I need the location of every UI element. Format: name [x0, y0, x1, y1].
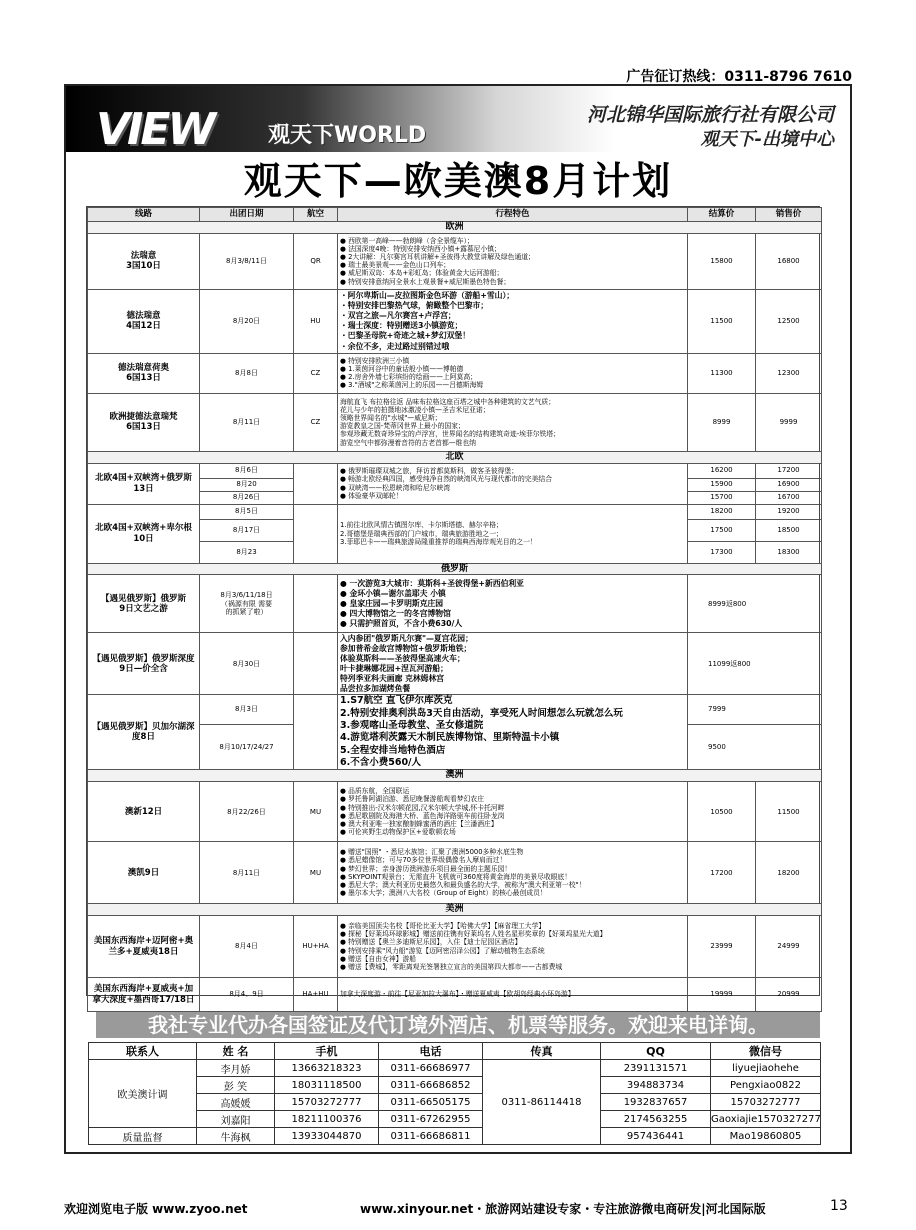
contact-phone: 0311-66686852 — [379, 1077, 483, 1094]
dept: 欧美澳计调 — [89, 1060, 197, 1128]
section-nordic: 北欧 — [88, 451, 822, 463]
date: 8月5日 — [200, 504, 294, 519]
route: 美国东西海岸+迈阿密+奥兰多+夏威夷18日 — [88, 916, 200, 978]
airline — [294, 695, 338, 770]
col-route: 线路 — [88, 208, 200, 222]
sale-price: 24999 — [756, 916, 822, 978]
sale-price: 18200 — [756, 842, 822, 904]
itinerary-table — [87, 207, 822, 1012]
col-mobile: 手机 — [275, 1043, 379, 1060]
table-header — [88, 208, 822, 222]
view-logo: VIEW — [96, 104, 214, 155]
contact-wechat: Mao19860805 — [711, 1128, 821, 1145]
settle-price: 17300 — [688, 541, 756, 563]
contact-name: 刘嘉阳 — [197, 1111, 275, 1128]
contact-phone: 0311-66686811 — [379, 1128, 483, 1145]
date: 8月4、9日 — [200, 978, 294, 1012]
contact-wechat: liyuejiaohehe — [711, 1060, 821, 1077]
airline — [294, 633, 338, 695]
ad-hotline: 广告征订热线：0311-8796 7610 — [626, 69, 852, 85]
contact-qq: 957436441 — [601, 1128, 711, 1145]
contact-qq: 2391131571 — [601, 1060, 711, 1077]
contact-mobile: 13933044870 — [275, 1128, 379, 1145]
settle-price: 11500 — [688, 289, 756, 353]
col-settle: 结算价 — [688, 208, 756, 222]
contact-phone: 0311-66505175 — [379, 1094, 483, 1111]
date: 8月10/17/24/27 — [200, 724, 294, 770]
section-america: 美洲 — [88, 904, 822, 916]
airline — [294, 504, 338, 563]
col-sale: 销售价 — [756, 208, 822, 222]
route: 澳新12日 — [88, 782, 200, 842]
airline: CZ — [294, 353, 338, 393]
settle-price: 11300 — [688, 353, 756, 393]
contact-wechat: 15703272777 — [711, 1094, 821, 1111]
table-row — [88, 353, 822, 393]
settle-price: 15900 — [688, 478, 756, 491]
contact-mobile: 18031118500 — [275, 1077, 379, 1094]
contact-mobile: 18211100376 — [275, 1111, 379, 1128]
route: 德法瑞意荷奥 6国13日 — [88, 353, 200, 393]
contact-name: 彭 笑 — [197, 1077, 275, 1094]
airline: CZ — [294, 393, 338, 451]
features: ● 赠送"国照" ・悉尼水族馆；汇聚了澳洲5000多种水底生物 ● 悉尼蜡像馆；可与70多位世界级偶像名人摩肩而过！ ● 梦幻世界；亲身游历澳洲游乐项目最全面的主题乐园！ ● SKYPOINT观景台；无需直升飞机就可360度将黄金海岸的美景尽收眼底！ ● 悉尼大学；澳大利亚历史最悠久和最负盛名的大学，被称为"澳大利亚第一校"！ ● 墨尔本大学；澳洲八大名校（Group of Eight）的核心最创成员！ — [338, 842, 688, 904]
features: ● 特别安排欧洲三小镇 ● 1.莱茵河谷中的童话般小镇——博帕德 ● 2.房舍外墙七彩缤纷的绘画——上阿莫高； ● 3."酒城"之称莱茵河上的乐园——吕德斯海姆 — [338, 353, 688, 393]
logo-subtitle: 观天下WORLD — [268, 123, 427, 148]
airline — [294, 463, 338, 504]
date: 8月3日 — [200, 695, 294, 724]
contact-name: 高媛媛 — [197, 1094, 275, 1111]
col-feature: 行程特色 — [338, 208, 688, 222]
settle-price: 16200 — [688, 463, 756, 478]
settle-price: 15800 — [688, 233, 756, 289]
contact-row — [89, 1128, 821, 1145]
sale-price: 9999 — [756, 393, 822, 451]
contact-name: 牛海枫 — [197, 1128, 275, 1145]
center-name: 观天下-出境中心 — [700, 129, 834, 150]
contact-row — [89, 1111, 821, 1128]
contact-qq: 1932837657 — [601, 1094, 711, 1111]
route: 北欧4国+双峡湾+卑尔根10日 — [88, 504, 200, 563]
date: 8月23 — [200, 541, 294, 563]
date: 8月30日 — [200, 633, 294, 695]
route: 德法瑞意 4国12日 — [88, 289, 200, 353]
airline: HA+HU — [294, 978, 338, 1012]
section-australia: 澳洲 — [88, 770, 822, 782]
date: 8月3/6/11/18日 （祸源有限 需要 的抓紧了啦） — [200, 575, 294, 633]
sale-price: 12300 — [756, 353, 822, 393]
airline: QR — [294, 233, 338, 289]
sale-price: 11500 — [756, 782, 822, 842]
col-fax: 传真 — [483, 1043, 601, 1060]
table-row — [88, 233, 822, 289]
contacts-header — [89, 1043, 821, 1060]
service-banner: 我社专业代办各国签证及代订境外酒店、机票等服务。欢迎来电详询。 — [96, 1012, 820, 1038]
route: 【遇见俄罗斯】俄罗斯深度9日—价全含 — [88, 633, 200, 695]
contact-row — [89, 1094, 821, 1111]
settle-price: 17200 — [688, 842, 756, 904]
settle-price: 11099返800 — [688, 633, 822, 695]
route: 欧洲捷德法意瑞梵 6国13日 — [88, 393, 200, 451]
table-row — [88, 633, 822, 695]
contacts-table — [88, 1042, 821, 1145]
page-title: 观天下—欧美澳8月计划 — [243, 159, 673, 203]
col-date: 出团日期 — [200, 208, 294, 222]
features: 加拿大深度游・前往【尼亚加拉大瀑布】・赠送夏威夷【欧胡岛经典小环岛游】 — [338, 978, 688, 1012]
sale-price: 16700 — [756, 491, 822, 504]
sale-price: 18500 — [756, 519, 822, 541]
date: 8月8日 — [200, 353, 294, 393]
route: 美国东西海岸+夏威夷+加拿大深度+墨西哥17/18日 — [88, 978, 200, 1012]
section-europe: 欧洲 — [88, 222, 822, 234]
sale-price: 16900 — [756, 478, 822, 491]
footer-right: www.xinyour.net・旅游网站建设专家・专注旅游微电商研发|河北国际版 — [360, 1202, 766, 1216]
features: ● 俄罗斯璀璨双城之旅，拜访首都莫斯科，做客圣彼得堡； ● 畅游北欧经典四国，感受纯净自然的峡湾风光与现代都市的完美结合 ● 双峡湾——松恩峡湾和哈尼尔峡湾 ● 体验豪华双邮轮！ — [338, 463, 688, 504]
contact-phone: 0311-67262955 — [379, 1111, 483, 1128]
settle-price: 10500 — [688, 782, 756, 842]
table-row — [88, 916, 822, 978]
col-phone: 电话 — [379, 1043, 483, 1060]
page-number: 13 — [830, 1198, 848, 1214]
table-row — [88, 842, 822, 904]
route: 法瑞意 3国10日 — [88, 233, 200, 289]
col-name: 姓 名 — [197, 1043, 275, 1060]
footer-left: 欢迎浏览电子版 www.zyoo.net — [64, 1202, 248, 1216]
sale-price: 18300 — [756, 541, 822, 563]
features: ● 品质东航，全国联运 ● 罗托鲁阿湖泊游、悉尼晚餐游船观看梦幻农庄 ● 特别推出-汉米尔顿花园,汉米尔顿大学城,怀卡托河畔 ● 悉尼歌剧院及海港大桥、蓝色海洋路驱车前往卧龙岗 ● 澳大利亚唯一独家酿制蜂蜜酒的酒庄【兰潘酒庄】 ● 可伦宾野生动物保护区+爱歌顿农场 — [338, 782, 688, 842]
date: 8月22/26日 — [200, 782, 294, 842]
date: 8月20日 — [200, 289, 294, 353]
airline: HU — [294, 289, 338, 353]
contact-mobile: 13663218323 — [275, 1060, 379, 1077]
date: 8月17日 — [200, 519, 294, 541]
sale-price: 12500 — [756, 289, 822, 353]
features: 1.前往北欧风情古镇图尔库、卡尔斯塔德、赫尔辛格； 2.哥德堡是瑞典西部的门户城市，瑞典旅游胜地之一； 3.菲耶巴卡——瑞典旅游局隆重推荐的瑞典西海岸观光目的之一！ — [338, 504, 688, 563]
contact-row — [89, 1060, 821, 1077]
table-row — [88, 575, 822, 633]
date: 8月3/8/11日 — [200, 233, 294, 289]
contact-row — [89, 1077, 821, 1094]
date: 8月20 — [200, 478, 294, 491]
features: ● 一次游览3大城市：莫斯科+圣彼得堡+新西伯利亚 ● 金环小镇—谢尔盖耶夫 小镇 ● 皇家庄园—卡罗明斯克庄园 ● 四大博物馆之一的冬宫博物馆 ● 只需护照首页，不含小费630/人 — [338, 575, 688, 633]
settle-price: 23999 — [688, 916, 756, 978]
settle-price: 15700 — [688, 491, 756, 504]
route: 【遇见俄罗斯】贝加尔湖深度8日 — [88, 695, 200, 770]
contact-mobile: 15703272777 — [275, 1094, 379, 1111]
table-row — [88, 393, 822, 451]
sale-price: 19200 — [756, 504, 822, 519]
col-air: 航空 — [294, 208, 338, 222]
contact-name: 李月娇 — [197, 1060, 275, 1077]
contact-wechat: Gaoxiajie1570327277 — [711, 1111, 821, 1128]
settle-price: 8999 — [688, 393, 756, 451]
settle-price: 18200 — [688, 504, 756, 519]
contact-phone: 0311-66686977 — [379, 1060, 483, 1077]
section-russia: 俄罗斯 — [88, 563, 822, 575]
features: ・阿尔卑斯山—皮拉图斯金色环游（游船+雪山）； ・特别安排巴黎热气球，俯瞰整个巴黎市； ・双宫之旅—凡尔赛宫+卢浮宫； ・瑞士深度：特别赠送3小镇游览； ・巴黎圣母院+奇迹之城+梦幻双堡！ ・余位不多，走过路过别错过哦 — [338, 289, 688, 353]
features: ● 西欧第一高峰——勃朗峰（含全景缆车）； ● 法国深度4晚：特别安排安纳西小镇+露慕尼小镇； ● 2大讲解：凡尔赛宫耳机讲解+圣彼得大教堂讲解及绿色通道； ● 瑞士最美景观——金色山口列车； ● 威尼斯双岛：本岛+彩虹岛；体验黄金大运河游船； ● 特别安排意纳河全景水上观景餐+威尼斯墨色特色餐； — [338, 233, 688, 289]
features: ● 亲临美国顶尖名校【哥伦比亚大学】【哈佛大学】【麻省理工大学】 ● 探秘【好莱坞环球影城】赠送前往镌有好莱坞名人姓名星形奖章的【好莱坞星光大道】 ● 特别赠送【奥兰多迪斯尼乐园】，入住【迪士尼园区酒店】 ● 特别安排乘"风力船"游览【迈阿密沼泽公园】了解动植物生态系统 ● 赠送【自由女神】游船 ● 赠送【费城】，零距离观光签署独立宣言的美国第四大都市——古都费城 — [338, 916, 688, 978]
table-row — [88, 978, 822, 1012]
settle-price: 7999 — [688, 695, 822, 724]
date: 8月6日 — [200, 463, 294, 478]
settle-price: 19999 — [688, 978, 756, 1012]
airline — [294, 575, 338, 633]
contact-qq: 394883734 — [601, 1077, 711, 1094]
itinerary-table-box — [86, 206, 820, 1005]
date: 8月26日 — [200, 491, 294, 504]
dept: 质量监督 — [89, 1128, 197, 1145]
route: 澳凯9日 — [88, 842, 200, 904]
table-row — [88, 463, 822, 478]
airline: MU — [294, 782, 338, 842]
airline: HU+HA — [294, 916, 338, 978]
sale-price: 17200 — [756, 463, 822, 478]
settle-price: 9500 — [688, 724, 822, 770]
route: 【遇见俄罗斯】俄罗斯 9日文艺之游 — [88, 575, 200, 633]
contact-wechat: Pengxiao0822 — [711, 1077, 821, 1094]
date: 8月4日 — [200, 916, 294, 978]
company-name: 河北锦华国际旅行社有限公司 — [586, 104, 834, 126]
features: 1.S7航空 直飞伊尔库茨克 2.特别安排奥利洪岛3天自由活动，享受死人时间想怎么玩就怎么玩 3.参观喀山圣母教堂、圣女修道院 4.游览塔利茨露天木制民族博物馆、里斯特温卡小镇 5.全程安排当地特色酒店 6.不含小费560/人 — [338, 695, 688, 770]
date: 8月11日 — [200, 393, 294, 451]
col-contact: 联系人 — [89, 1043, 197, 1060]
sale-price: 16800 — [756, 233, 822, 289]
table-row — [88, 504, 822, 519]
features: 入内参团"俄罗斯凡尔赛"—夏宫花园； 参加普希金故宫博物馆+俄罗斯地铁； 体验莫斯科——圣彼得堡高速火车； 叶卡捷琳娜花园+涅瓦河游船； 特列季亚科夫画廊 克林姆林宫 品尝拉多加湖烤鱼餐 — [338, 633, 688, 695]
table-row — [88, 782, 822, 842]
settle-price: 17500 — [688, 519, 756, 541]
contact-fax: 0311-86114418 — [483, 1060, 601, 1145]
sale-price: 20999 — [756, 978, 822, 1012]
airline: MU — [294, 842, 338, 904]
date: 8月11日 — [200, 842, 294, 904]
col-qq: QQ — [601, 1043, 711, 1060]
route: 北欧4国+双峡湾+俄罗斯13日 — [88, 463, 200, 504]
settle-price: 8999返800 — [688, 575, 822, 633]
table-row — [88, 695, 822, 724]
contact-qq: 2174563255 — [601, 1111, 711, 1128]
features: 海航直飞 布拉格往返 品味布拉格这座百塔之城中各种建筑的文艺气质； 花儿与少年的拍摄地冰激凌小镇—圣吉米尼亚诺； 领略世界闻名的"水城"—威尼斯； 游览教皇之国-梵蒂冈世界上最小的国家； 参观珍藏无数奇珍异宝的卢浮宫，世界闻名的结构建筑奇迹-埃菲尔铁塔； 游览空气中都弥漫着音符的古老首都—维也纳 — [338, 393, 688, 451]
col-wechat: 微信号 — [711, 1043, 821, 1060]
table-row — [88, 289, 822, 353]
